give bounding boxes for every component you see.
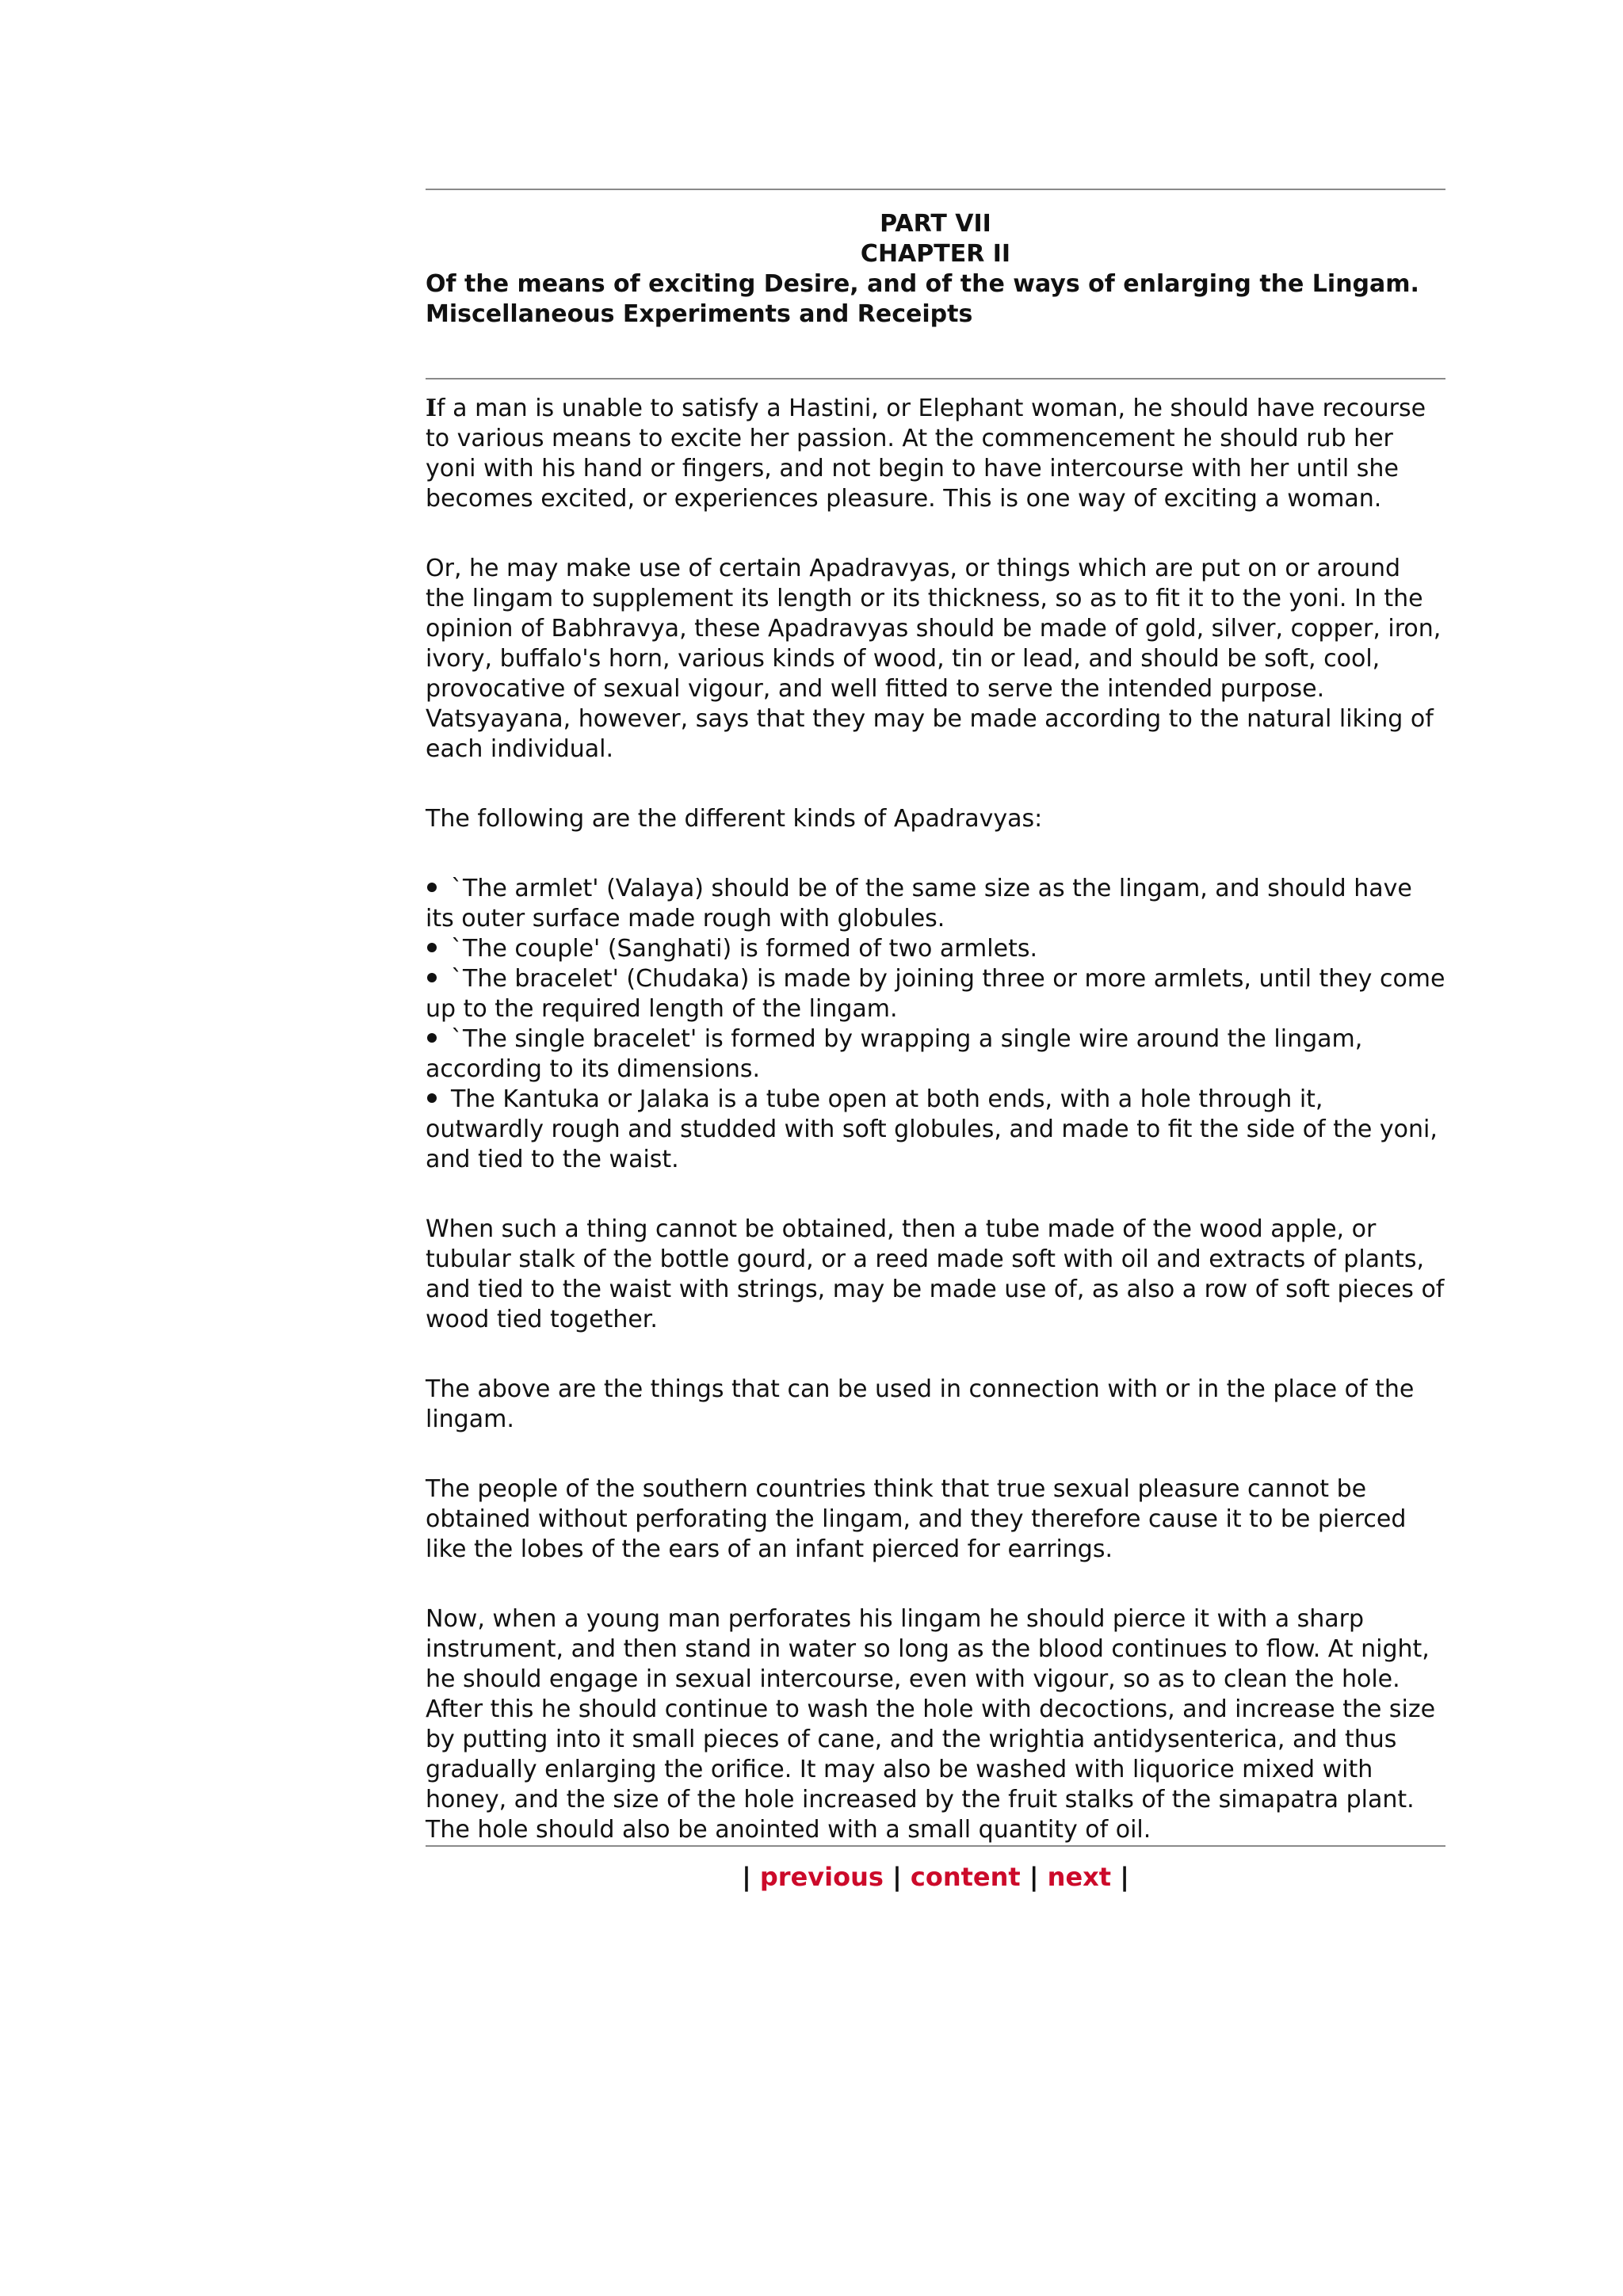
paragraph: Now, when a young man perforates his lingam he should pierce it with a sharp instrument, and then stand in water so long as the blood continues to flow. At night, he should engage in sexual intercourse, even with vigour, so as to clean the hole. After this he should continue to wash the hole with decoctions, and increase the size by putting into it small pieces of cane, and the wrightia antidysenterica, and thus gradually enlarging the orifice. It may also be washed with liquorice mixed with honey, and the size of the hole increased by the fruit stalks of the simapatra plant. The hole should also be anointed with a small quantity of oil. — [426, 1605, 1436, 1844]
list-item-text: `The single bracelet' is formed by wrapping a single wire around the lingam, according to its dimensions. — [426, 1025, 1363, 1083]
bullet-icon — [427, 943, 437, 952]
list-item-text: The Kantuka or Jalaka is a tube open at both ends, with a hole through it, outwardly rough and studded with soft globules, and made to fit the side of the yoni, and tied to the waist. — [426, 1085, 1438, 1173]
apadravya-list — [426, 874, 1445, 1175]
chapter-navigation — [426, 1861, 1445, 1893]
paragraph-text: f a man is unable to satisfy a Hastini, or Elephant woman, he should have recourse to various means to excite her passion. At the commencement he should rub her yoni with his hand or fingers, and not begin to have intercourse with her until she becomes excited, or experiences pleasure. This is one way of exciting a woman. — [426, 395, 1426, 513]
content-link[interactable]: content — [910, 1862, 1021, 1892]
paragraph: Or, he may make use of certain Apadravyas, or things which are put on or around the lingam to supplement its length or its thickness, so as to fit it to the yoni. In the opinion of Babhravya, these Apadravyas should be made of gold, silver, copper, iron, ivory, buffalo's horn, various kinds of wood, tin or lead, and should be soft, cool, provocative of sexual vigour, and well fitted to serve the intended purpose. Vatsyayana, however, says that they may be made according to the natural liking of each individual. — [426, 555, 1442, 763]
previous-link[interactable]: previous — [759, 1862, 884, 1892]
chapter-title: Of the means of exciting Desire, and of the ways of enlarging the Lingam. Miscellaneous Experiments and Receipts — [426, 270, 1419, 328]
list-item-text: `The couple' (Sanghati) is formed of two armlets. — [451, 935, 1037, 963]
paragraph: The following are the different kinds of Apadravyas: — [426, 805, 1043, 833]
heading-divider — [426, 378, 1445, 379]
paragraph — [426, 394, 1445, 514]
chapter-body — [426, 394, 1445, 1845]
nav-separator: | — [1120, 1862, 1129, 1892]
list-item — [426, 934, 1445, 964]
chapter-heading — [426, 190, 1445, 330]
paragraph: When such a thing cannot be obtained, then a tube made of the wood apple, or tubular stalk of the bottle gourd, or a reed made soft with oil and extracts of plants, and tied to the waist with strings, may be made use of, as also a row of soft pieces of wood tied together. — [426, 1215, 1445, 1333]
list-item-text: `The armlet' (Valaya) should be of the same size as the lingam, and should have its outer surface made rough with globules. — [426, 875, 1412, 933]
nav-separator: | — [1029, 1862, 1039, 1892]
bullet-icon — [427, 973, 437, 982]
paragraph: The above are the things that can be used in connection with or in the place of the lingam. — [426, 1375, 1415, 1433]
next-link[interactable]: next — [1047, 1862, 1112, 1892]
list-item — [426, 874, 1445, 934]
bullet-icon — [427, 883, 437, 892]
bullet-icon — [427, 1093, 437, 1103]
nav-separator: | — [742, 1862, 751, 1892]
bottom-divider — [426, 1845, 1445, 1847]
list-item — [426, 1024, 1445, 1085]
drop-initial: I — [426, 395, 437, 422]
list-item — [426, 964, 1445, 1024]
page-content — [426, 189, 1445, 1893]
nav-separator: | — [892, 1862, 902, 1892]
list-item-text: `The bracelet' (Chudaka) is made by joining three or more armlets, until they come up to the required length of the lingam. — [426, 965, 1445, 1023]
paragraph: The people of the southern countries think that true sexual pleasure cannot be obtained without perforating the lingam, and they therefore cause it to be pierced like the lobes of the ears of an infant pierced for earrings. — [426, 1475, 1407, 1563]
bullet-icon — [427, 1033, 437, 1043]
chapter-label: CHAPTER II — [860, 240, 1011, 268]
list-item — [426, 1085, 1445, 1175]
part-label: PART VII — [880, 210, 991, 238]
